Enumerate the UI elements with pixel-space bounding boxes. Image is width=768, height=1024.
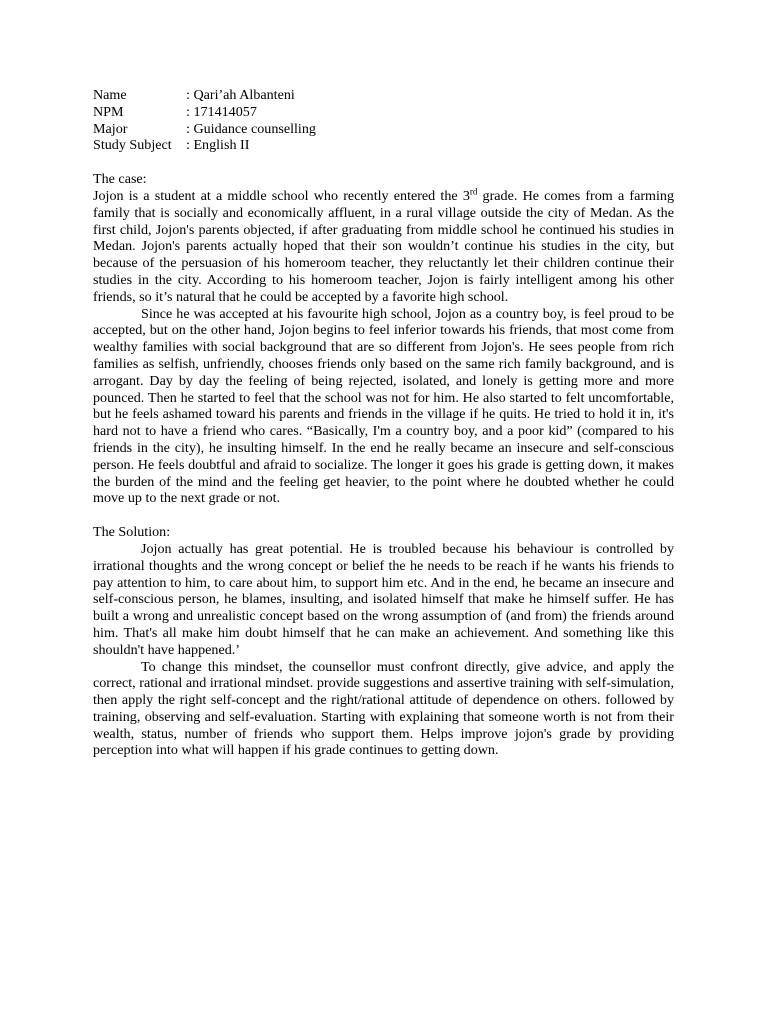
info-label: Major [93, 120, 128, 137]
case-paragraph-1-rest: grade. He comes from a farming family that is socially and economically affluent, in a rural village outside the city of Medan. As the first child, Jojon's parents objected, if after graduating from middle school he continued his studies in Medan. Jojon's parents actually hoped that their son wouldn’t continue his studies in the city, but because of the persuasion of his homeroom teacher, they reluctantly let their children continue their studies in the city. According to his homeroom teacher, Jojon is fairly intelligent among his other friends, so it’s natural that he could be accepted by a favorite high school. [93, 187, 674, 305]
case-paragraph-1 [93, 188, 674, 306]
document-page [93, 87, 674, 759]
info-value: : English II [186, 137, 250, 154]
solution-heading: The Solution: [93, 524, 171, 541]
info-row-major [93, 121, 316, 138]
solution-paragraph-1: Jojon actually has great potential. He is troubled because his behaviour is controlled by irrational thoughts and the wrong concept or belief the he needs to be reach if he wants his friends to pay attention to him, to care about him, to support him etc. And in the end, he became an insecure and self-conscious person, he blames, insulting, and isolated himself that make he himself suffer. He has built a wrong and unrealistic concept based on the wrong assumption of (and from) the friends around him. That's all make him doubt himself that he can make an achievement. And something like this shouldn't have happened.’ [93, 540, 674, 658]
info-row-npm [93, 104, 316, 121]
ordinal-suffix: rd [469, 186, 478, 197]
info-value: : 171414057 [186, 103, 257, 120]
solution-paragraph-2: To change this mindset, the counsellor must confront directly, give advice, and apply the correct, rational and irrational mindset. provide suggestions and assertive training with self-simulation, then apply the right self-concept and the right/rational attitude of dependence on others. followed by training, observing and self-evaluation. Starting with explaining that someone worth is not from their wealth, status, number of friends who support them. Helps improve jojon's grade by providing perception into what will happen if his grade continues to getting down. [93, 658, 674, 759]
info-value: : Qari’ah Albanteni [186, 87, 295, 103]
info-label: Study Subject [93, 137, 172, 154]
info-label: NPM [93, 103, 124, 120]
case-heading: The case: [93, 171, 147, 188]
info-value: : Guidance counselling [186, 120, 316, 137]
case-paragraph-2: Since he was accepted at his favourite high school, Jojon as a country boy, is feel proud to be accepted, but on the other hand, Jojon begins to feel inferior towards his friends, that most come from wealthy families with social background that are so different from Jojon's. He sees people from rich families as selfish, unfriendly, chooses friends only based on the same rich family background, and is arrogant. Day by day the feeling of being rejected, isolated, and lonely is getting more and more pounced. Then he started to feel that the school was not for him. He also started to felt uncomfortable, but he feels ashamed toward his parents and friends in the village if he quits. He tried to hold it in, it's hard not to have a friend who cares. “Basically, I'm a country boy, and a poor kid” (compared to his friends in the city), he insulting himself. In the end he really became an insecure and self-conscious person. He feels doubtful and afraid to socialize. The longer it goes his grade is getting down, it makes the burden of the mind and the feeling get heavier, to the point where he doubted whether he could move up to the next grade or not. [93, 305, 674, 507]
info-row-study-subject [93, 137, 316, 154]
case-paragraph-1-start: Jojon is a student at a middle school who recently entered the 3 [93, 187, 470, 204]
info-row-name [93, 87, 316, 104]
info-label: Name [93, 87, 127, 103]
student-info-table [93, 87, 316, 154]
